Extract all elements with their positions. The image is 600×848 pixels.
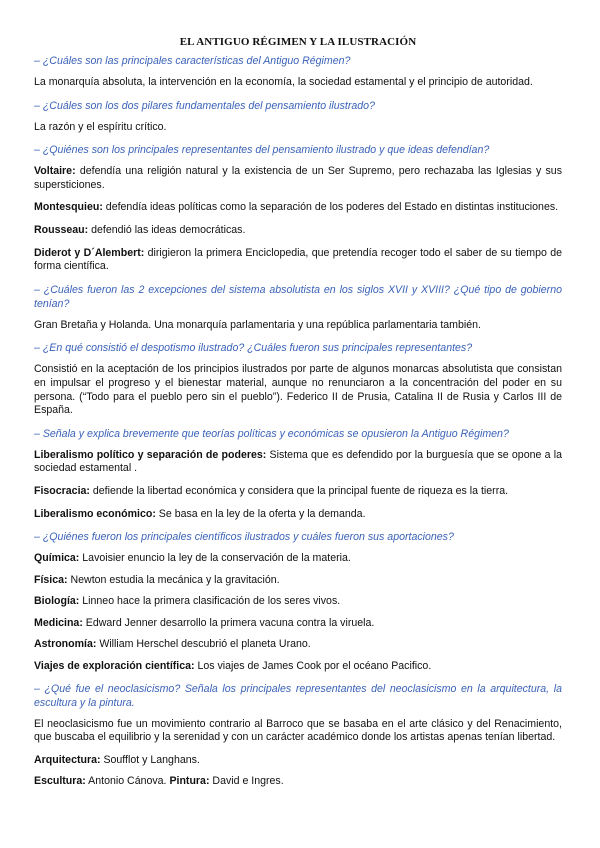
question-3: – ¿Quiénes son los principales representantes del pensamiento ilustrado y que ideas defendían? (34, 144, 490, 157)
label-arquitectura: Arquitectura: (34, 753, 101, 766)
answer-rousseau (34, 224, 562, 238)
label-montesquieu: Montesquieu: (34, 201, 103, 214)
label-medicina: Medicina: (34, 616, 83, 629)
label-liberalismo-politico: Liberalismo político y separación de poderes: (34, 448, 267, 461)
question-5: – ¿En qué consistió el despotismo ilustrado? ¿Cuáles fueron sus principales representantes? (34, 342, 473, 355)
answer-5: Consistió en la aceptación de los principios ilustrados por parte de algunos monarcas absolutista que consistan en impulsar el progreso y el bienestar material, aunque no renunciaron a la concentración del poder en su persona. (“Todo para el pueblo pero sin el pueblo”). Federico II de Prusia, Catalina II de Rusia y Carlos III de España. (34, 363, 562, 417)
answer-biologia (34, 595, 562, 609)
answer-liberalismo-economico (34, 508, 562, 522)
text-medicina: Edward Jenner desarrollo la primera vacuna contra la viruela. (82, 616, 375, 629)
label-fisocracia: Fisocracia: (34, 484, 90, 497)
answer-4: Gran Bretaña y Holanda. Una monarquía parlamentaria y una república parlamentaria también. (34, 318, 481, 331)
answer-quimica (34, 552, 562, 566)
text-arquitectura: Soufflot y Langhans. (100, 753, 200, 766)
label-viajes: Viajes de exploración científica: (34, 660, 195, 673)
text-astronomia: William Herschel descubrió el planeta Urano. (96, 638, 311, 651)
text-fisocracia: defiende la libertad económica y considera que la principal fuente de riqueza es la tierra. (89, 484, 509, 497)
answer-fisica (34, 574, 562, 588)
question-1: – ¿Cuáles son las principales características del Antiguo Régimen? (34, 55, 351, 67)
question-4: – ¿Cuáles fueron las 2 excepciones del sistema absolutista en los siglos XVII y XVIII? ¿Qué tipo de gobierno tenían? (34, 283, 562, 310)
text-montesquieu: defendía ideas políticas como la separación de los poderes del Estado en distintas instituciones. (102, 201, 559, 214)
answer-diderot (34, 247, 562, 274)
label-rousseau: Rousseau: (34, 223, 89, 236)
label-pintura: Pintura: (169, 775, 210, 788)
answer-liberalismo-politico (34, 449, 562, 476)
label-biologia: Biología: (34, 595, 80, 608)
text-voltaire: defendía una religión natural y la existencia de un Ser Supremo, pero rechazaba las Iglesias y sus supersticiones. (34, 165, 562, 191)
answer-montesquieu (34, 201, 562, 215)
answer-viajes (34, 660, 562, 674)
label-diderot: Diderot y D´Alembert: (34, 246, 145, 259)
label-voltaire: Voltaire: (34, 165, 76, 178)
text-diderot: dirigieron la primera Enciclopedia, que pretendía recoger todo el saber de su tiempo de forma científica. (34, 246, 563, 273)
label-escultura: Escultura: (34, 775, 86, 788)
label-fisica: Física: (34, 573, 68, 586)
text-quimica: Lavoisier enuncio la ley de la conservación de la materia. (79, 552, 351, 565)
answer-8: El neoclasicismo fue un movimiento contrario al Barroco que se basaba en el arte clásico y del Renacimiento, que buscaba el equilibrio y la serenidad y con un carácter académico donde los artistas apenas tenían libertad. (34, 717, 562, 744)
text-liberalismo-economico: Se basa en la ley de la oferta y la demanda. (155, 507, 366, 520)
question-7: – ¿Quiénes fueron los principales científicos ilustrados y cuáles fueron sus aportaciones? (34, 531, 454, 544)
text-liberalismo-politico: Sistema que es defendido por la burguesía que se opone a la sociedad estamental . (34, 448, 563, 475)
text-biologia: Linneo hace la primera clasificación de los seres vivos. (79, 595, 341, 608)
answer-2: La razón y el espíritu crítico. (34, 120, 167, 133)
question-6: – Señala y explica brevemente que teorías políticas y económicas se opusieron la Antiguo Régimen? (34, 427, 509, 440)
answer-fisocracia (34, 485, 562, 499)
answer-1: La monarquía absoluta, la intervención en la economía, la sociedad estamental y el principio de autoridad. (34, 76, 533, 88)
answer-astronomia (34, 638, 562, 652)
label-astronomia: Astronomía: (34, 638, 97, 651)
text-pintura: David e Ingres. (209, 775, 284, 788)
label-quimica: Química: (34, 552, 80, 565)
document-title: EL ANTIGUO RÉGIMEN Y LA ILUSTRACIÓN (179, 36, 417, 48)
answer-medicina (34, 617, 562, 631)
question-8: – ¿Qué fue el neoclasicismo? Señala los principales representantes del neoclasicismo en la arquitectura, la escultura y la pintura. (34, 682, 562, 709)
text-escultura: Antonio Cánova. (85, 775, 170, 788)
question-2: – ¿Cuáles son los dos pilares fundamentales del pensamiento ilustrado? (34, 99, 375, 112)
answer-voltaire (34, 165, 562, 192)
text-fisica: Newton estudia la mecánica y la gravitación. (67, 573, 280, 586)
answer-escultura-pintura (34, 775, 562, 789)
text-viajes: Los viajes de James Cook por el océano Pacifico. (194, 660, 432, 673)
text-rousseau: defendió las ideas democráticas. (88, 223, 246, 236)
label-liberalismo-economico: Liberalismo económico: (34, 507, 156, 520)
answer-arquitectura (34, 754, 562, 768)
